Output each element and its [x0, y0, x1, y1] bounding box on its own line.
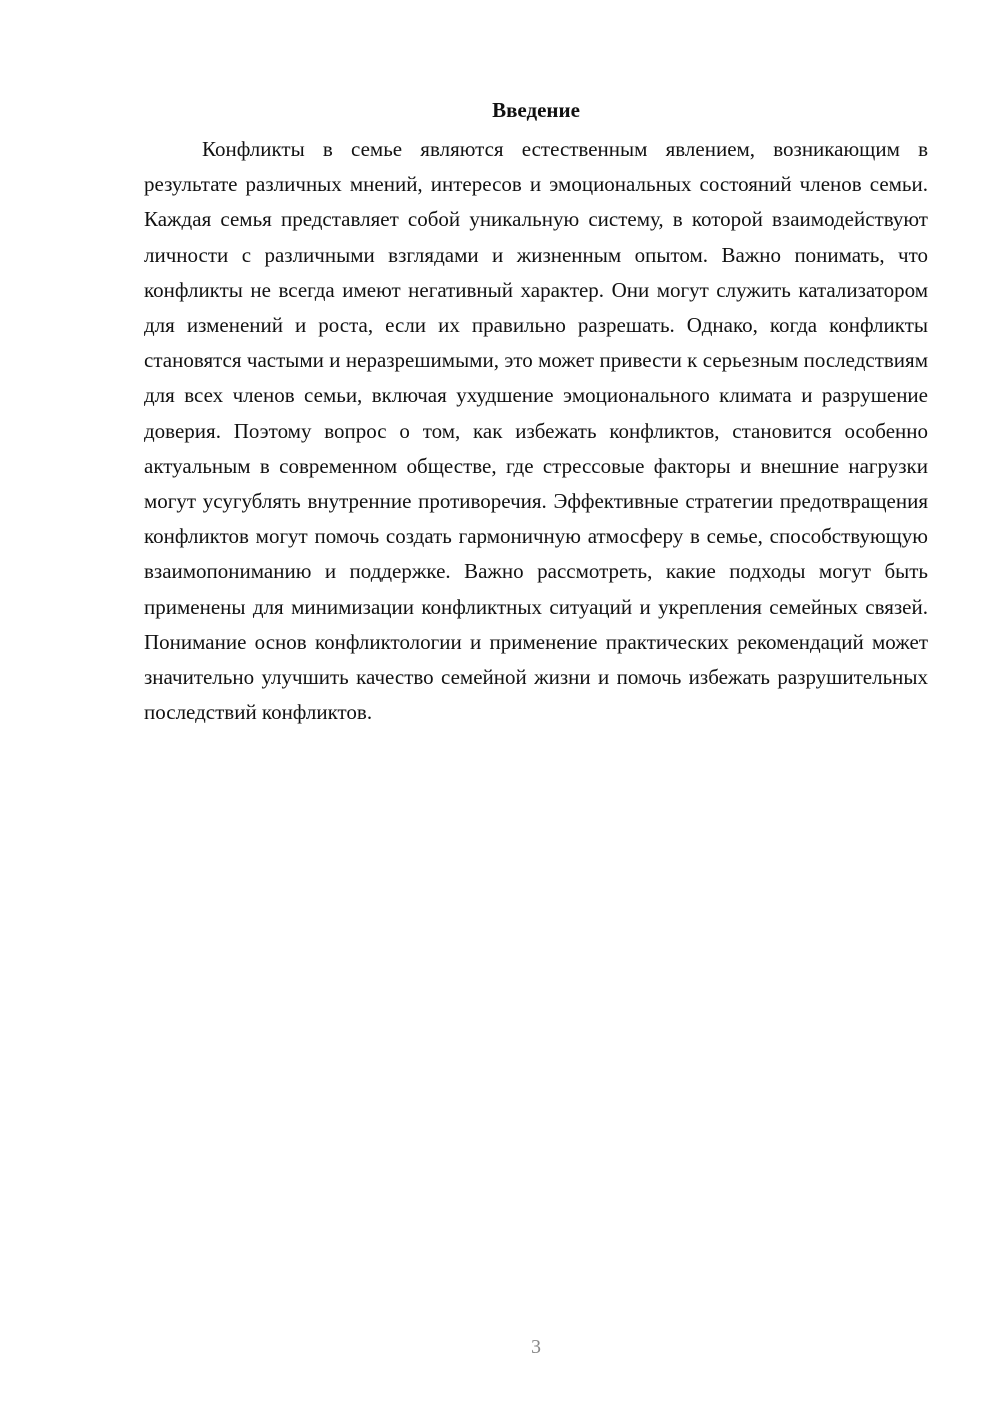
page-content [144, 96, 928, 730]
page-number: 3 [531, 1336, 541, 1358]
body-paragraph: Конфликты в семье являются естественным явлением, возникающим в результате различных мнений, интересов и эмоциональных состояний членов семьи. Каждая семья представляет собой уникальную систему, в которой взаимодействуют личности с различными взглядами и жизненным опытом. Важно понимать, что конфликты не всегда имеют негативный характер. Они могут служить катализатором для изменений и роста, если их правильно разрешать. Однако, когда конфликты становятся частыми и неразрешимыми, это может привести к серьезным последствиям для всех членов семьи, включая ухудшение эмоционального климата и разрушение доверия. Поэтому вопрос о том, как избежать конфликтов, становится особенно актуальным в современном обществе, где стрессовые факторы и внешние нагрузки могут усугублять внутренние противоречия. Эффективные стратегии предотвращения конфликтов могут помочь создать гармоничную атмосферу в семье, способствующую взаимопониманию и поддержке. Важно рассмотреть, какие подходы могут быть применены для минимизации конфликтных ситуаций и укрепления семейных связей. Понимание основ конфликтологии и применение практических рекомендаций может значительно улучшить качество семейной жизни и помочь избежать разрушительных последствий конфликтов. [144, 137, 928, 725]
section-heading: Введение [492, 98, 580, 122]
